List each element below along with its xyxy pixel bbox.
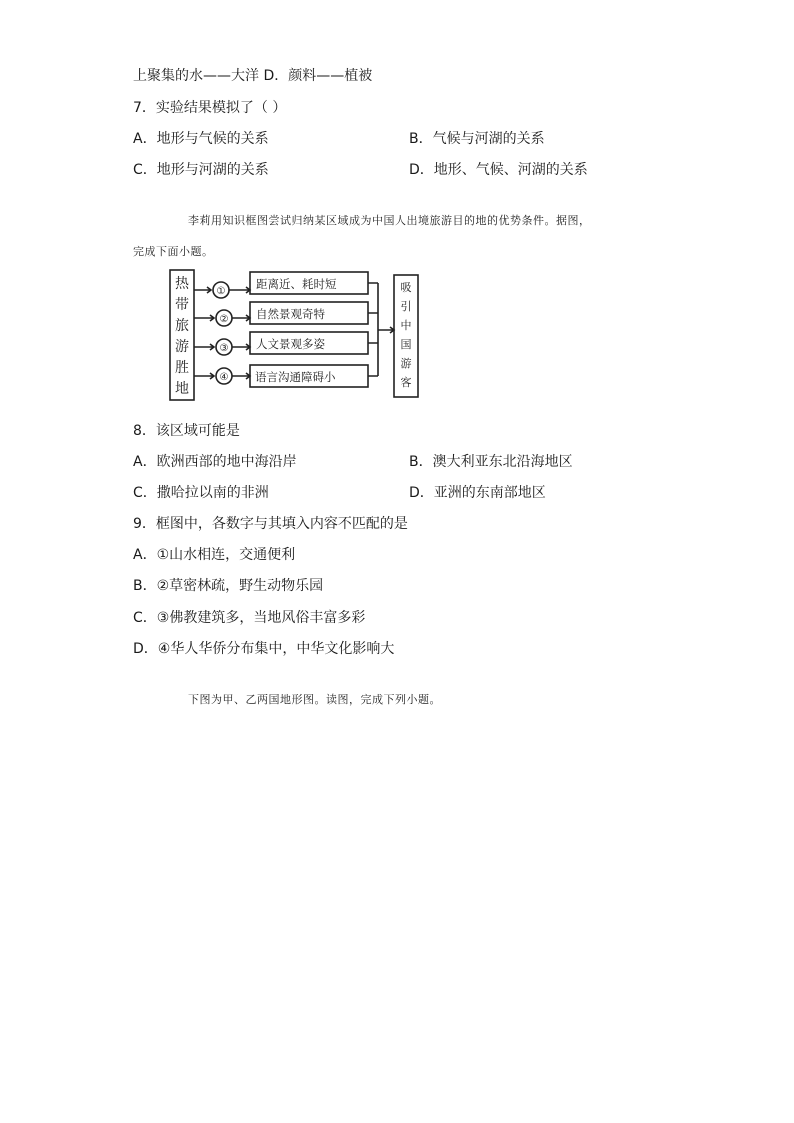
q9-option-d: D．④华人华侨分布集中，中华文化影响大 — [133, 641, 395, 657]
q7-option-b: B．气候与河湖的关系 — [409, 131, 545, 147]
knowledge-frame-diagram — [166, 268, 422, 404]
intro-1-line-1: 李莉用知识框图尝试归纳某区域成为中国人出境旅游目的地的优势条件。据图， — [188, 214, 591, 227]
q7-option-d: D．地形、气候、河湖的关系 — [409, 162, 588, 178]
q9-option-b: B．②草密林疏，野生动物乐园 — [133, 578, 324, 594]
box-2-text: 自然景观奇特 — [256, 307, 325, 321]
q7-stem: 7．实验结果模拟了（ ） — [133, 100, 287, 116]
left-char-4: 游 — [175, 339, 189, 355]
left-char-6: 地 — [175, 381, 189, 397]
q6-tail: 上聚集的水——大洋 D．颜料——植被 — [133, 68, 373, 84]
right-char-4: 国 — [400, 338, 412, 351]
arrows-middle — [229, 287, 250, 379]
left-char-2: 带 — [175, 297, 189, 313]
q9-stem: 9．框图中，各数字与其填入内容不匹配的是 — [133, 516, 408, 532]
right-char-5: 游 — [400, 357, 412, 370]
q9-option-a: A．①山水相连，交通便利 — [133, 547, 296, 563]
intro-1-line-2: 完成下面小题。 — [133, 245, 214, 258]
right-char-3: 中 — [400, 319, 412, 332]
box-1-text: 距离近、耗时短 — [256, 277, 337, 291]
q8-option-a: A．欧洲西部的地中海沿岸 — [133, 454, 297, 470]
circle-number-2: ② — [219, 314, 229, 325]
box-4-text: 语言沟通障碍小 — [255, 370, 336, 384]
left-char-5: 胜 — [175, 360, 189, 376]
merge-lines — [368, 283, 394, 376]
box-3-text: 人文景观多姿 — [256, 337, 325, 351]
circle-number-3: ③ — [219, 343, 229, 354]
q8-option-b: B．澳大利亚东北沿海地区 — [409, 454, 573, 470]
right-char-2: 引 — [400, 300, 412, 313]
right-char-6: 客 — [400, 376, 412, 389]
q8-option-d: D．亚洲的东南部地区 — [409, 485, 546, 501]
q7-option-a: A．地形与气候的关系 — [133, 131, 269, 147]
circle-number-4: ④ — [219, 372, 229, 383]
arrows-left — [194, 287, 214, 379]
q7-option-c: C．地形与河湖的关系 — [133, 162, 269, 178]
right-char-1: 吸 — [400, 281, 412, 294]
left-char-3: 旅 — [175, 318, 189, 334]
q9-option-c: C．③佛教建筑多，当地风俗丰富多彩 — [133, 610, 366, 626]
circle-number-1: ① — [216, 286, 226, 297]
q8-stem: 8．该区域可能是 — [133, 423, 240, 439]
q8-option-c: C．撒哈拉以南的非洲 — [133, 485, 269, 501]
left-char-1: 热 — [175, 276, 189, 292]
intro-2: 下图为甲、乙两国地形图。读图，完成下列小题。 — [188, 693, 441, 706]
